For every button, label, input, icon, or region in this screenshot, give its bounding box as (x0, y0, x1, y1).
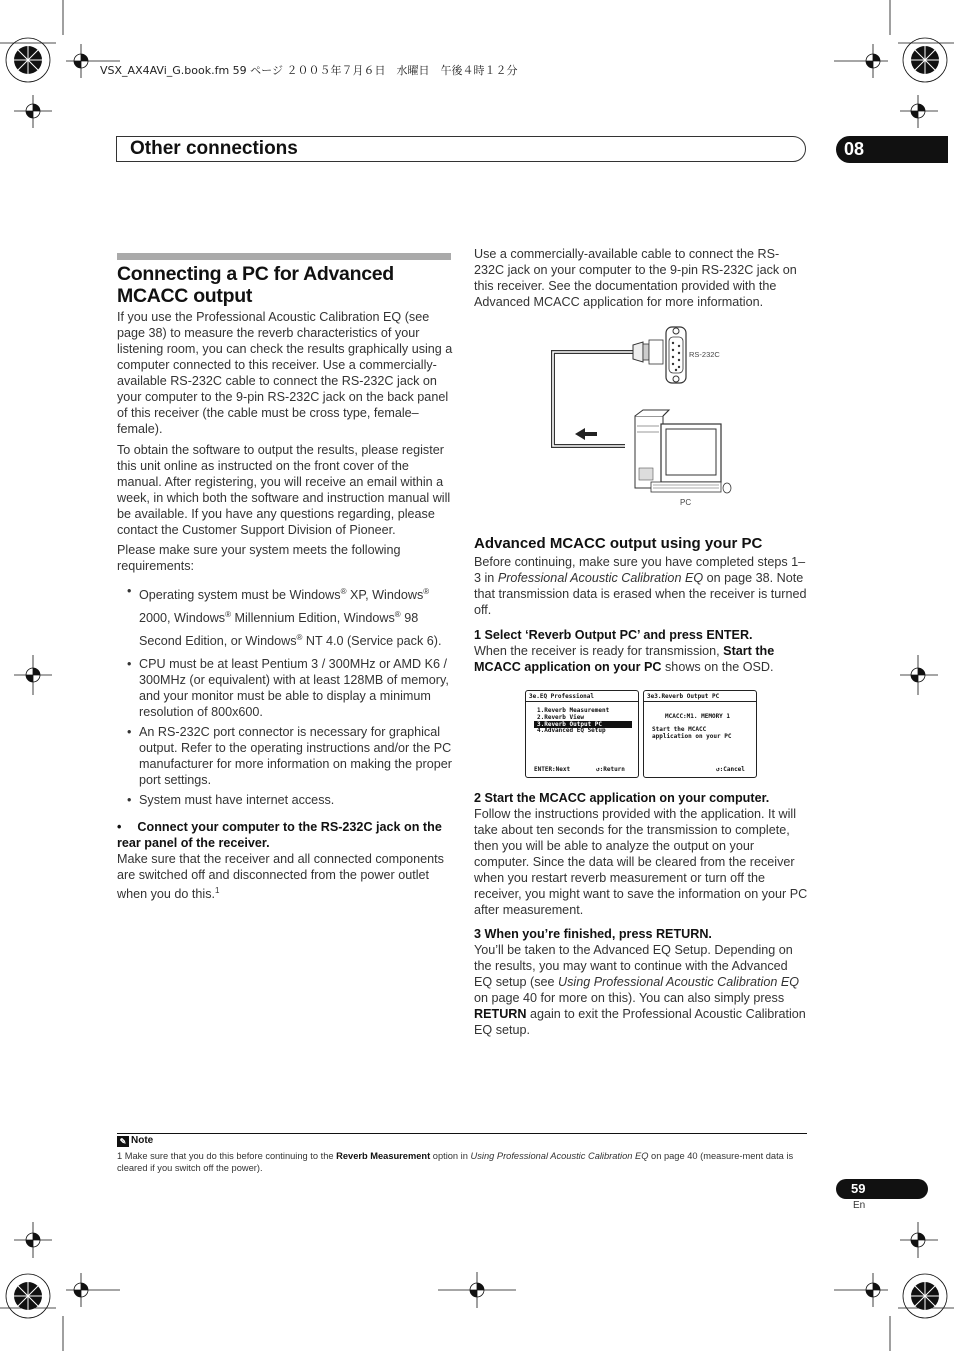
requirements-intro: Please make sure your system meets the following requirements: (117, 543, 401, 573)
footnote-rule (117, 1133, 807, 1134)
subsection-body-top (474, 554, 808, 675)
return-icon: ↺ (596, 766, 600, 773)
list-item: • System must have internet access. (117, 792, 453, 808)
note-heading: ✎ Note (117, 1135, 153, 1147)
section-title: Connecting a PC for Advanced MCACC output (117, 263, 394, 307)
osd-menu-item-selected: 3.Reverb Output PC (534, 721, 632, 728)
rs232c-label: RS-232C (689, 350, 720, 359)
connect-text: Make sure that the receiver and all connected components are switched off and disconnected from the power outlet when you do this.$^1$ (117, 851, 444, 901)
osd-footer-next: ENTER:Next (534, 766, 571, 773)
list-item: • Operating system must be Windows® XP, Windows® 2000, Windows® Millennium Edition, Windows® 98 Second Edition, or Windows® NT 4.0 (Service pack 6). (117, 582, 453, 652)
right-intro: Use a commercially-available cable to connect the RS-232C jack on your computer to the 9-pin RS-232C jack on this receiver. See the documentation provided with the Advanced MCACC application for more information. (474, 247, 797, 309)
footnote-text: 1 Make sure that you do this before continuing to the Reverb Measurement option in Using Professional Acoustic Calibration EQ on page 40 (measure-ment data is cleared if you switch off the power). (117, 1151, 794, 1173)
page-title: Other connections (130, 138, 298, 159)
osd-eq-professional (525, 690, 639, 778)
osd-memory: MCACC:M1. MEMORY 1 (665, 713, 731, 720)
osd-message: Start the MCACC (652, 726, 707, 733)
subsection-title: Advanced MCACC output using your PC (474, 535, 763, 552)
osd-footer-return: ↺:Return (596, 766, 625, 773)
intro-paragraph: If you use the Professional Acoustic Calibration EQ (see page 38) to measure the reverb characteristics of your listening room, you can check the results graphically using a computer connected to this receiver. Use a commercially-available RS-232C cable to connect the RS-232C jack on your computer to the 9-pin RS-232C jack on the back panel of this receiver (the cable must be cross type, female–female). (117, 310, 453, 436)
osd-menu-item: 1.Reverb Measurement (537, 707, 610, 714)
file-info: VSX_AX4AVi_G.book.fm 59 ページ ２００５年７月６日 水曜日 午後４時１２分 (100, 64, 518, 77)
step1-heading: 1 Select ‘Reverb Output PC’ and press ENTER. (474, 628, 753, 642)
page-language: En (853, 1200, 866, 1211)
osd-title: 3e.EQ Professional (529, 693, 595, 700)
subsection-intro: Before continuing, make sure you have completed steps 1–3 in Professional Acoustic Calibration EQ on page 38. Note that transmission data is erased when the receiver is turned off. (474, 555, 807, 617)
step2-heading: 2 Start the MCACC application on your computer. (474, 791, 770, 805)
page-number: 59 (836, 1179, 928, 1199)
connection-diagram (545, 322, 745, 512)
osd-menu-item: 4.Advanced EQ Setup (537, 727, 606, 734)
list-item: • An RS-232C port connector is necessary for graphical output. Refer to the operating instructions and/or the PC manufacturer for more information on making the proper port settings. (117, 724, 453, 788)
step3-text: You’ll be taken to the Advanced EQ Setup. Depending on the results, you may want to continue with the Advanced EQ setup (see Using Professional Acoustic Calibration EQ on page 40 for more on this). You can also simply press RETURN again to exit the Professional Acoustic Calibration EQ setup. (474, 943, 806, 1037)
software-paragraph: To obtain the software to output the results, please register this unit online as instructed on the front cover of the manual. After registering, you will receive an email within a week, in which both the software and instruction manual will be available. If you have any questions regarding, please contact the Customer Support Division of Pioneer. (117, 443, 451, 537)
subsection-body-bottom (474, 790, 808, 1038)
note-icon: ✎ (117, 1136, 129, 1147)
list-item: • CPU must be at least Pentium 3 / 300MHz or AMD K6 / 300MHz (or equivalent) with at least 128MB of memory, and your monitor must be able to display a minimum resolution of 800x600. (117, 656, 453, 720)
step2-text: Follow the instructions provided with the application. It will take about ten seconds for the transmission to complete, then you will be able to analyze the output on your computer. Since the data will be cleared from the receiver when you restart reverb measurement or turn off the receiver, you might want to save the information on your PC after measurement. (474, 807, 808, 917)
osd-title: 3e3.Reverb Output PC (647, 693, 720, 700)
chapter-number: 08 (836, 136, 948, 163)
osd-reverb-output-pc (643, 690, 757, 778)
pc-label: PC (680, 498, 692, 507)
step3-heading: 3 When you’re finished, press RETURN. (474, 927, 712, 941)
section-rule (117, 253, 451, 260)
requirements-list (117, 582, 453, 808)
connect-heading: • Connect your computer to the RS-232C jack on the rear panel of the receiver. (117, 819, 442, 850)
return-icon: ↺ (716, 766, 720, 773)
osd-footer-cancel: ↺:Cancel (716, 766, 745, 773)
left-column (117, 309, 453, 902)
osd-message: application on your PC (652, 733, 732, 740)
step1-text: When the receiver is ready for transmission, Start the MCACC application on your PC shows on the OSD. (474, 644, 775, 674)
osd-menu-item: 2.Reverb View (537, 714, 584, 721)
